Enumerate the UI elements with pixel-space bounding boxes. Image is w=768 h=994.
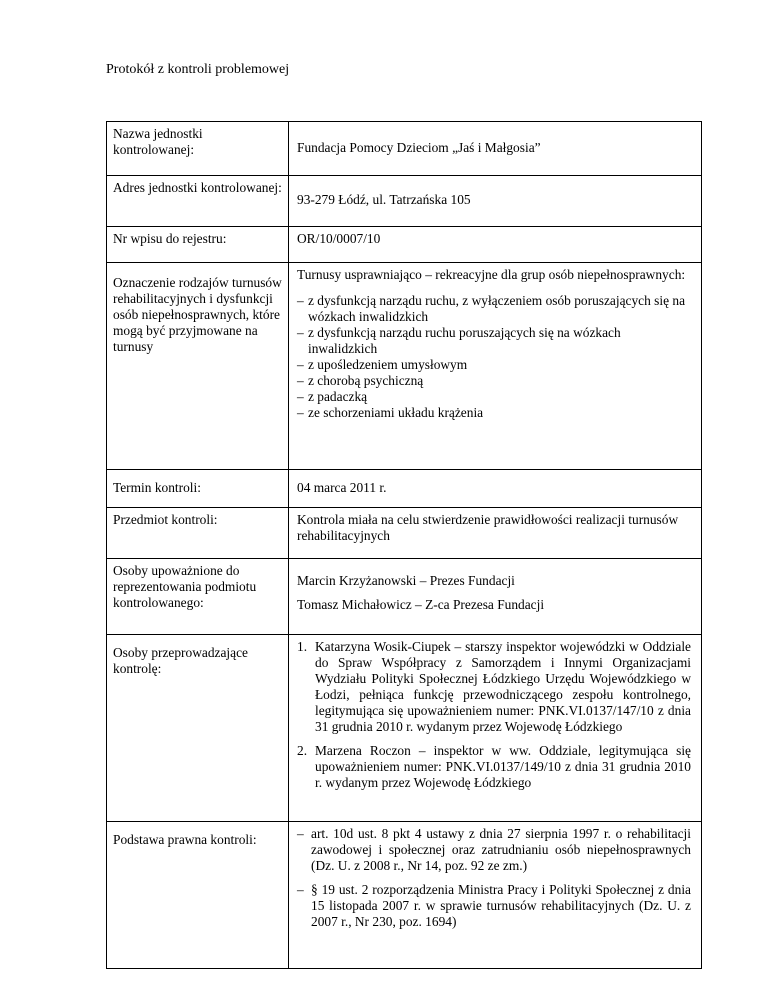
label-przeprowadzajace: Osoby przeprowadzające kontrolę: <box>107 635 289 822</box>
label-przedmiot: Przedmiot kontroli: <box>107 508 289 559</box>
item-number: 2. <box>297 743 308 758</box>
value-termin: 04 marca 2011 r. <box>289 470 702 508</box>
legal-basis-list <box>297 826 691 930</box>
item-text: Marzena Roczon – inspektor w ww. Oddziale, legitymująca się upoważnieniem numer: PNK.VI.0137/149/10 z dnia 31 grudnia 2010 r. wydanym przez Wojewodę Łódzkiego <box>315 743 691 790</box>
list-item: – z chorobą psychiczną <box>297 373 691 389</box>
protocol-table <box>106 121 702 969</box>
label-upowaznione: Osoby upoważnione do reprezentowania podmiotu kontrolowanego: <box>107 559 289 635</box>
value-podstawa <box>289 822 702 969</box>
value-upowaznione <box>289 559 702 635</box>
row-podstawa <box>107 822 702 969</box>
row-adres <box>107 176 702 227</box>
list-item: – ze schorzeniami układu krążenia <box>297 405 691 421</box>
row-termin <box>107 470 702 508</box>
person-prezes: Marcin Krzyżanowski – Prezes Fundacji <box>297 573 515 588</box>
row-rejestr <box>107 227 702 263</box>
list-item <box>297 743 691 791</box>
label-oznaczenie: Oznaczenie rodzajów turnusów rehabilitacyjnych i dysfunkcji osób niepełnosprawnych, które mogą być przyjmowane na turnusy <box>107 263 289 470</box>
list-item <box>297 639 691 735</box>
list-item: – z upośledzeniem umysłowym <box>297 357 691 373</box>
label-rejestr: Nr wpisu do rejestru: <box>107 227 289 263</box>
value-adres: 93-279 Łódź, ul. Tatrzańska 105 <box>289 176 702 227</box>
label-podstawa: Podstawa prawna kontroli: <box>107 822 289 969</box>
dysfunction-list <box>297 293 691 421</box>
list-item: – z padaczką <box>297 389 691 405</box>
value-przedmiot: Kontrola miała na celu stwierdzenie prawidłowości realizacji turnusów rehabilitacyjnych <box>289 508 702 559</box>
person-zastepca: Tomasz Michałowicz – Z-ca Prezesa Fundacji <box>297 597 545 612</box>
label-termin: Termin kontroli: <box>107 470 289 508</box>
row-upowaznione <box>107 559 702 635</box>
inspector-list <box>297 639 691 791</box>
label-nazwa: Nazwa jednostki kontrolowanej: <box>107 122 289 176</box>
row-nazwa <box>107 122 702 176</box>
value-przeprowadzajace <box>289 635 702 822</box>
list-item: – art. 10d ust. 8 pkt 4 ustawy z dnia 27 sierpnia 1997 r. o rehabilitacji zawodowej i społecznej oraz zatrudnianiu osób niepełnosprawnych (Dz. U. z 2008 r., Nr 14, poz. 92 ze zm.) <box>297 826 691 874</box>
list-item: – z dysfunkcją narządu ruchu poruszających się na wózkach inwalidzkich <box>297 325 691 357</box>
row-oznaczenie <box>107 263 702 470</box>
list-item: – z dysfunkcją narządu ruchu, z wyłączeniem osób poruszających się na wózkach inwalidzkich <box>297 293 691 325</box>
document-title: Protokół z kontroli problemowej <box>106 62 290 77</box>
row-przeprowadzajace <box>107 635 702 822</box>
value-rejestr: OR/10/0007/10 <box>289 227 702 263</box>
item-number: 1. <box>297 639 308 654</box>
list-item: – § 19 ust. 2 rozporządzenia Ministra Pracy i Polityki Społecznej z dnia 15 listopada 2007 r. w sprawie turnusów rehabilitacyjnych (Dz. U. z 2007 r., Nr 230, poz. 1694) <box>297 882 691 930</box>
label-adres: Adres jednostki kontrolowanej: <box>107 176 289 227</box>
oznaczenie-intro: Turnusy usprawniająco – rekreacyjne dla grup osób niepełnosprawnych: <box>297 267 686 282</box>
item-text: Katarzyna Wosik-Ciupek – starszy inspektor wojewódzki w Oddziale do Spraw Współpracy z Samorządem i Innymi Organizacjami Wydziału Polityki Społecznej Łódzkiego Urzędu Wojewódzkiego w Łodzi, pełniąca funkcję przewodniczącego zespołu kontrolnego, legitymująca się upoważnieniem numer: PNK.VI.0137/147/10 z dnia 31 grudnia 2010 r. wydanym przez Wojewodę Łódzkiego <box>315 639 691 734</box>
value-oznaczenie <box>289 263 702 470</box>
row-przedmiot <box>107 508 702 559</box>
value-nazwa: Fundacja Pomocy Dzieciom „Jaś i Małgosia” <box>289 122 702 176</box>
